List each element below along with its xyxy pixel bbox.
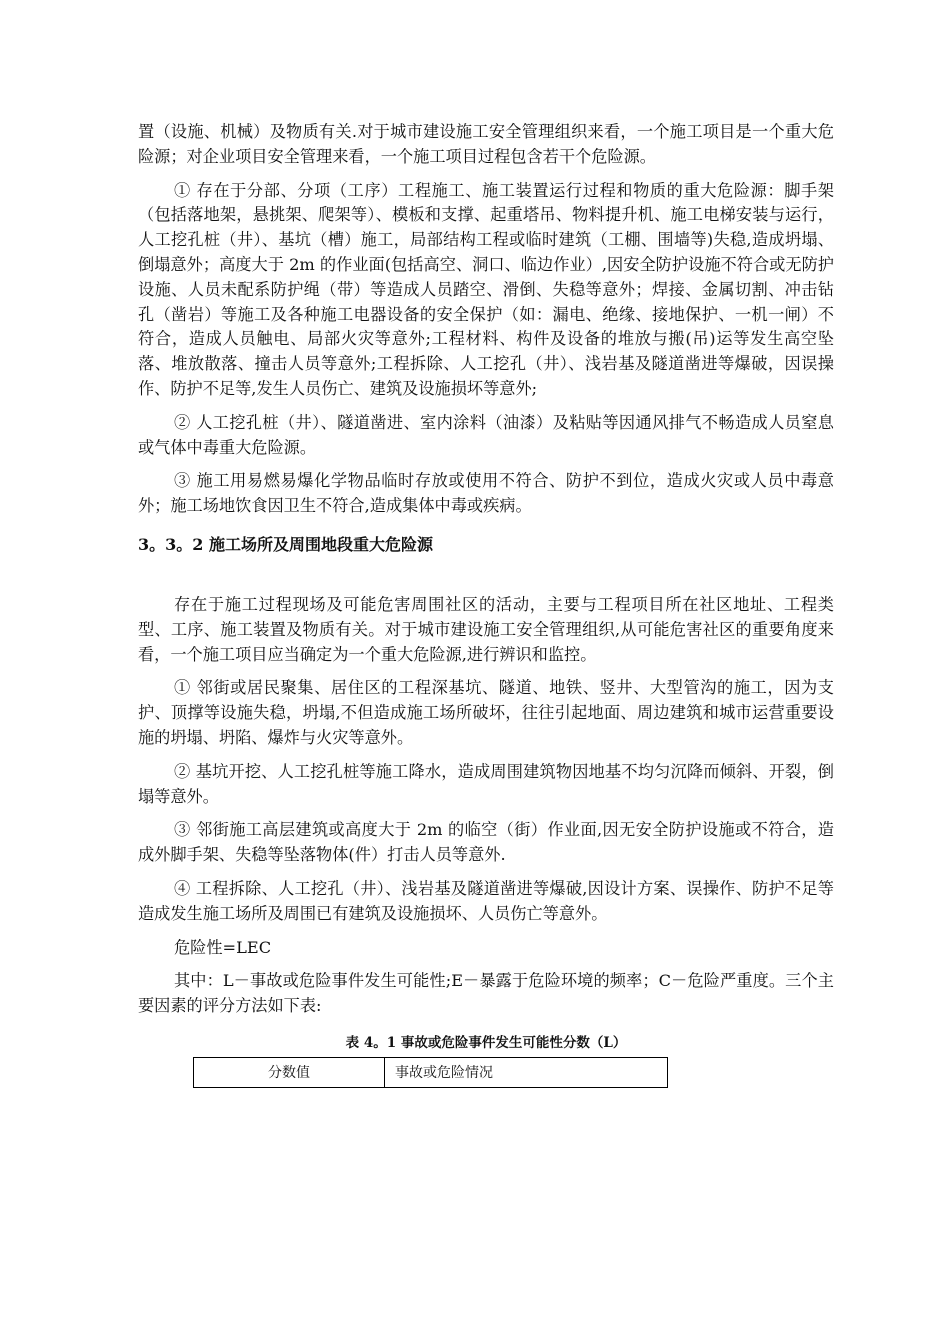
- paragraph-intro: 存在于施工过程现场及可能危害周围社区的活动，主要与工程项目所在社区地址、工程类型、工序、施工装置及物质有关。对于城市建设施工安全管理组织,从可能危害社区的重要角度来看，一个施工项目应当确定为一个重大危险源,进行辨识和监控。: [138, 594, 834, 664]
- paragraph-site-item-1: ① 邻街或居民聚集、居住区的工程深基坑、隧道、地铁、竖井、大型管沟的施工，因为支护、顶撑等设施失稳，坍塌,不但造成施工场所破坏，往往引起地面、周边建筑和城市运营重要设施的坍塌、坍陷、爆炸与火灾等意外。: [138, 678, 834, 747]
- paragraph-item-1: ① 存在于分部、分项（工序）工程施工、施工装置运行过程和物质的重大危险源：脚手架（包括落地架，悬挑架、爬架等）、模板和支撑、起重塔吊、物料提升机、施工电梯安装与运行，人工挖孔桩（井）、基坑（槽）施工，局部结构工程或临时建筑（工棚、围墙等)失稳,造成坍塌、倒塌意外；高度大于 2m 的作业面(包括高空、洞口、临边作业）,因安全防护设施不符合或无防护设施、人员未配系防护绳（带）等造成人员踏空、滑倒、失稳等意外；焊接、金属切割、冲击钻孔（凿岩）等施工及各种施工电器设备的安全保护（如：漏电、绝缘、接地保护、一机一闸）不符合，造成人员触电、局部火灾等意外;工程材料、构件及设备的堆放与搬(吊)运等发生高空坠落、堆放散落、撞击人员等意外;工程拆除、人工挖孔（井）、浅岩基及隧道凿进等爆破，因误操作、防护不足等,发生人员伤亡、建筑及设施损坏等意外;: [138, 180, 834, 398]
- paragraph-site-item-2: ② 基坑开挖、人工挖孔桩等施工降水，造成周围建筑物因地基不均匀沉降而倾斜、开裂，倒塌等意外。: [138, 761, 834, 806]
- paragraph-site-item-3: ③ 邻街施工高层建筑或高度大于 2m 的临空（街）作业面,因无安全防护设施或不符合，造成外脚手架、失稳等坠落物体(件）打击人员等意外.: [138, 820, 834, 865]
- table-header-situation: 事故或危险情况: [385, 1057, 668, 1087]
- paragraph-site-item-4: ④ 工程拆除、人工挖孔（井）、浅岩基及隧道凿进等爆破,因设计方案、误操作、防护不足等造成发生施工场所及周围已有建筑及设施损坏、人员伤亡等意外。: [138, 878, 834, 923]
- formula-line: 危险性=LEC: [174, 937, 272, 957]
- table-header-score: 分数值: [194, 1057, 385, 1087]
- table-header-row: [194, 1057, 668, 1087]
- formula-explanation: 其中：L－事故或危险事件发生可能性;E－暴露于危险环境的频率；C－危险严重度。三个主要因素的评分方法如下表:: [138, 971, 834, 1016]
- score-table: [193, 1057, 668, 1088]
- table-caption: 表 4。1 事故或危险事件发生可能性分数（L）: [345, 1034, 627, 1051]
- document-page: [138, 120, 834, 1088]
- paragraph-item-3: ③ 施工用易燃易爆化学物品临时存放或使用不符合、防护不到位，造成火灾或人员中毒意外；施工场地饮食因卫生不符合,造成集体中毒或疾病。: [138, 471, 834, 516]
- section-heading: 3。3。2 施工场所及周围地段重大危险源: [138, 534, 433, 554]
- paragraph-continuation: 置（设施、机械）及物质有关.对于城市建设施工安全管理组织来看，一个施工项目是一个重大危险源；对企业项目安全管理来看，一个施工项目过程包含若干个危险源。: [138, 122, 834, 166]
- paragraph-item-2: ② 人工挖孔桩（井）、隧道凿进、室内涂料（油漆）及粘贴等因通风排气不畅造成人员窒息或气体中毒重大危险源。: [138, 412, 834, 457]
